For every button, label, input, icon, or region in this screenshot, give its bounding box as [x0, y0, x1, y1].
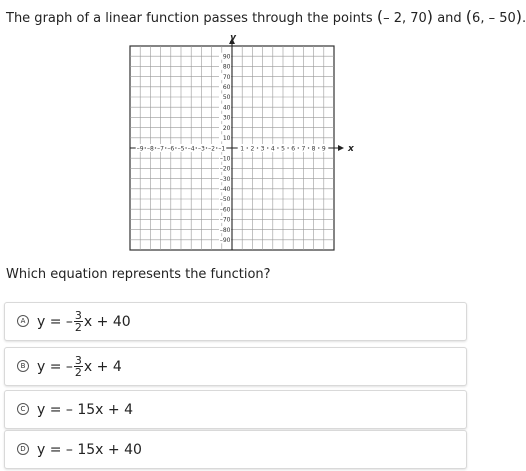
y-tick-label: 30	[222, 114, 231, 122]
x-tick-label: 7	[301, 145, 306, 153]
choice-a[interactable]	[4, 302, 467, 341]
choice-b-bubble[interactable]: B	[17, 360, 29, 372]
y-tick-label: –20	[219, 165, 231, 173]
x-tick-label: –5	[177, 145, 185, 153]
point-2: 6, – 50	[472, 11, 516, 26]
question-text	[6, 7, 526, 28]
open-paren: (	[465, 7, 473, 26]
choice-c-bubble[interactable]: C	[17, 403, 29, 415]
choice-a-rest: x + 40	[83, 313, 131, 330]
x-tick-label: –6	[167, 145, 175, 153]
y-tick-label: 70	[222, 73, 231, 81]
fraction	[74, 355, 83, 378]
choice-c-lhs: y = – 15x + 4	[37, 401, 134, 418]
question-stem: The graph of a linear function passes through the points	[6, 11, 373, 26]
close-paren: )	[515, 7, 523, 26]
choice-a-equation	[37, 303, 131, 340]
fraction	[74, 310, 83, 333]
x-tick-label: –2	[208, 145, 216, 153]
y-tick-label: –10	[219, 155, 231, 163]
x-tick-label: –7	[157, 145, 165, 153]
choice-d-lhs: y = – 15x + 40	[37, 441, 142, 458]
choice-b-rest: x + 4	[83, 358, 122, 375]
x-tick-label: 2	[250, 145, 255, 153]
choice-c-equation	[37, 391, 133, 428]
x-tick-label: –8	[146, 145, 154, 153]
x-axis-label: x	[348, 144, 354, 154]
fraction-denominator: 2	[74, 366, 82, 379]
y-tick-label: 20	[222, 124, 231, 132]
x-tick-label: 6	[291, 145, 296, 153]
x-tick-label: 1	[240, 145, 245, 153]
x-tick-label: 4	[270, 145, 275, 153]
y-axis-label: y	[230, 33, 236, 43]
fraction-numerator: 3	[74, 309, 82, 322]
y-tick-label: –60	[219, 206, 231, 214]
y-tick-label: 40	[222, 104, 231, 112]
x-tick-label: –9	[136, 145, 144, 153]
x-tick-label: –3	[197, 145, 205, 153]
y-tick-label: –30	[219, 175, 231, 183]
choice-d-equation	[37, 431, 142, 468]
y-tick-label: –70	[219, 216, 231, 224]
y-tick-label: 60	[222, 84, 231, 91]
fraction-denominator: 2	[74, 321, 82, 334]
coordinate-grid-svg	[126, 32, 354, 256]
x-tick-label: 9	[321, 145, 326, 153]
question-and: and	[437, 11, 462, 26]
y-tick-label: –40	[219, 186, 231, 193]
question-period: .	[522, 11, 526, 26]
x-tick-label: 8	[311, 145, 316, 153]
x-axis-arrow	[338, 145, 344, 151]
x-tick-label: 5	[281, 145, 285, 153]
y-tick-label: 90	[222, 53, 231, 61]
close-paren: )	[426, 7, 434, 26]
choice-a-lhs: y = –	[37, 313, 73, 330]
fraction-numerator: 3	[74, 354, 82, 367]
y-tick-label: 80	[222, 63, 231, 71]
point-1: – 2, 70	[383, 11, 427, 26]
open-paren: (	[376, 7, 384, 26]
choice-b-equation	[37, 348, 122, 385]
x-tick-label: –4	[187, 145, 195, 153]
y-tick-label: –80	[219, 226, 231, 234]
choice-d-bubble[interactable]: D	[17, 443, 29, 455]
choice-b-lhs: y = –	[37, 358, 73, 375]
y-tick-label: –50	[219, 196, 231, 204]
choice-d[interactable]	[4, 430, 467, 469]
choice-c[interactable]	[4, 390, 467, 429]
choice-a-bubble[interactable]: A	[17, 315, 29, 327]
x-tick-label: 3	[260, 145, 265, 153]
coordinate-grid	[126, 32, 354, 256]
y-tick-label: –90	[219, 237, 231, 244]
choice-b[interactable]	[4, 347, 467, 386]
x-tick-label: –1	[218, 145, 226, 153]
y-tick-label: 50	[222, 94, 231, 102]
prompt-text: Which equation represents the function?	[6, 267, 271, 282]
y-tick-label: 10	[222, 135, 231, 142]
